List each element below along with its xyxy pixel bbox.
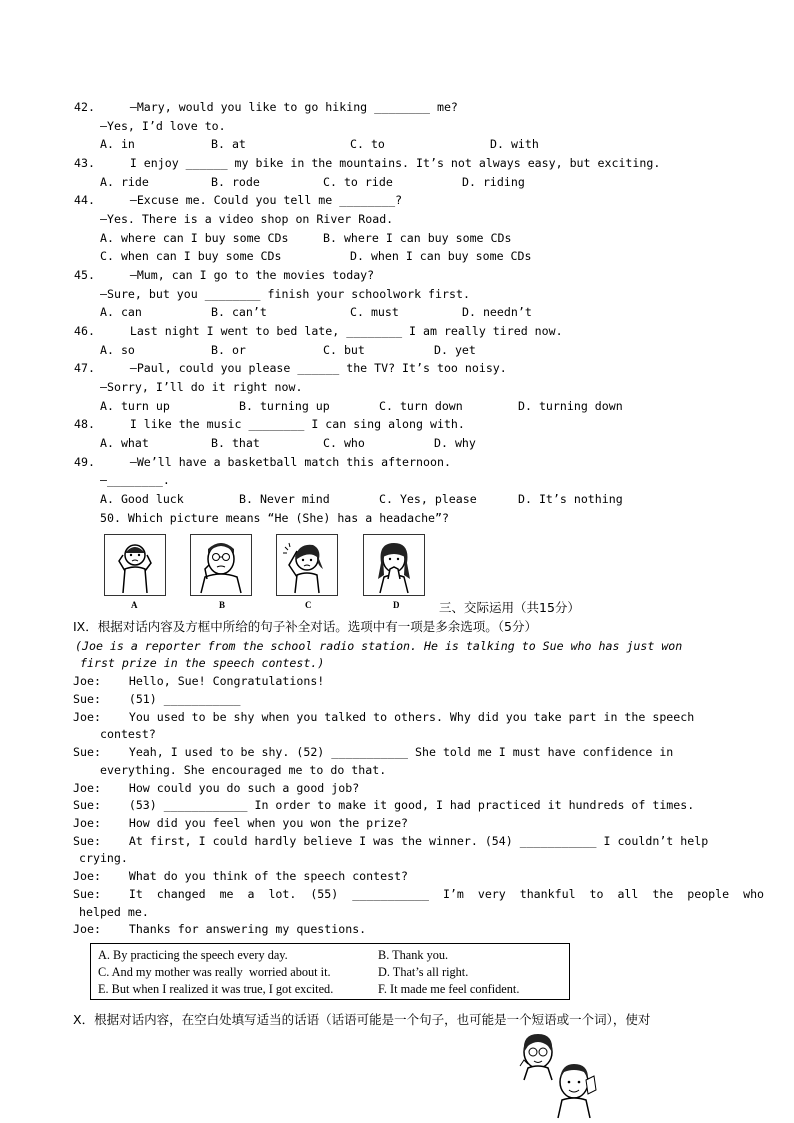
picture-d [363,534,425,596]
dialogue-line: Sue: It changed me a lot. (55) ___________ I’m very thankful to all the people who [73,887,765,901]
girl-holding-head-icon [277,535,337,595]
q43-stem: 43. I enjoy ______ my bike in the mountains. It’s not always easy, but exciting. [74,156,661,170]
q49-option-a: A. Good luck [100,492,184,506]
q42-option-b: B. at [211,137,246,151]
q47-option-b: B. turning up [239,399,330,413]
girl-with-sore-throat-icon [364,535,424,595]
dialogue-line: Joe: How could you do such a good job? [73,781,360,795]
q45-option-d: D. needn’t [462,305,532,319]
q45-option-b: B. can’t [211,305,267,319]
q48-option-c: C. who [323,436,365,450]
dialogue-line: Joe: You used to be shy when you talked to others. Why did you take part in the speech [73,710,695,724]
q46-option-a: A. so [100,343,135,357]
picture-a-label: A [131,600,138,610]
q46-option-c: C. but [323,343,365,357]
part-ten-title: X．根据对话内容，在空白处填写适当的话语（话语可能是一个句子，也可能是一个短语或一个词），使对 [73,1012,651,1027]
woman-with-glasses-icon [520,1034,552,1080]
q47-option-a: A. turn up [100,399,170,413]
dialogue-line: crying. [79,851,128,865]
picture-b-label: B [219,600,226,610]
q49-option-b: B. Never mind [239,492,330,506]
q49-stem: 49. —We’ll have a basketball match this afternoon. [74,455,451,469]
boy-with-toothache-icon [191,535,251,595]
q42-option-d: D. with [490,137,539,151]
picture-c-label: C [305,600,312,610]
q49-option-d: D. It’s nothing [518,492,623,506]
dialogue-line: Sue: (53) ____________ In order to make it good, I had practiced it hundreds of times. [73,798,695,812]
picture-c [276,534,338,596]
part-nine-title: IX．根据对话内容及方框中所给的句子补全对话。选项中有一项是多余选项。（5分） [73,619,537,634]
q42-option-c: C. to [350,137,385,151]
option-a: A. By practicing the speech every day. [98,948,288,962]
q42-reply: —Yes, I’d love to. [100,119,226,133]
q47-reply: —Sorry, I’ll do it right now. [100,380,303,394]
q43-option-b: B. rode [211,175,260,189]
dialogue-line: Joe: How did you feel when you won the prize? [73,816,409,830]
option-f: F. It made me feel confident. [378,982,520,996]
q48-stem: 48. I like the music ________ I can sing along with. [74,417,465,431]
q42-stem: 42. —Mary, would you like to go hiking ________ me? [74,100,458,114]
option-e: E. But when I realized it was true, I got excited. [98,982,334,996]
q44-option-b: B. where I can buy some CDs [323,231,512,245]
q44-stem: 44. —Excuse me. Could you tell me ________? [74,193,403,207]
option-b: B. Thank you. [378,948,449,962]
dialogue-line: contest? [100,727,156,741]
q44-option-d: D. when I can buy some CDs [350,249,532,263]
dialogue-intro-line-2: first prize in the speech contest.) [80,656,325,670]
q43-option-c: C. to ride [323,175,393,189]
dialogue-line: Sue: Yeah, I used to be shy. (52) ___________ She told me I must have confidence in [73,745,674,759]
dialogue-line: Sue: At first, I could hardly believe I was the winner. (54) ___________ I couldn’t help [73,834,709,848]
q47-option-c: C. turn down [379,399,463,413]
child-holding-ear-icon [105,535,165,595]
section-three-heading: 三、交际运用（共15分） [439,600,580,615]
picture-d-label: D [393,600,400,610]
q43-option-d: D. riding [462,175,525,189]
dialogue-line: Sue: (51) ___________ [73,692,241,706]
dialogue-intro-line-1: (Joe is a reporter from the school radio station. He is talking to Sue who has just won [75,639,683,653]
q44-option-c: C. when can I buy some CDs [100,249,282,263]
q49-reply: —________. [100,473,170,487]
picture-a [104,534,166,596]
two-people-talking-illustration [512,1030,602,1120]
q49-option-c: C. Yes, please [379,492,477,506]
q45-option-a: A. can [100,305,142,319]
q44-option-a: A. where can I buy some CDs [100,231,289,245]
q48-option-b: B. that [211,436,260,450]
q45-reply: —Sure, but you ________ finish your schoolwork first. [100,287,470,301]
dialogue-line: Joe: What do you think of the speech contest? [73,869,409,883]
answer-options-box [90,943,570,1000]
option-d: D. That’s all right. [378,965,469,979]
q47-stem: 47. —Paul, could you please ______ the TV? It’s too noisy. [74,361,507,375]
q50-stem: 50. Which picture means “He (She) has a headache”? [100,511,450,525]
q43-option-a: A. ride [100,175,149,189]
q47-option-d: D. turning down [518,399,623,413]
option-c: C. And my mother was really worried about it. [98,965,331,979]
man-on-phone-icon [558,1064,596,1118]
q48-option-a: A. what [100,436,149,450]
dialogue-line: Joe: Hello, Sue! Congratulations! [73,674,325,688]
q45-option-c: C. must [350,305,399,319]
dialogue-line: everything. She encouraged me to do that. [100,763,387,777]
q44-reply: —Yes. There is a video shop on River Road. [100,212,394,226]
dialogue-line: helped me. [79,905,149,919]
q45-stem: 45. —Mum, can I go to the movies today? [74,268,375,282]
q48-option-d: D. why [434,436,476,450]
q46-option-b: B. or [211,343,246,357]
q42-option-a: A. in [100,137,135,151]
q46-stem: 46. Last night I went to bed late, ________ I am really tired now. [74,324,563,338]
q46-option-d: D. yet [434,343,476,357]
picture-b [190,534,252,596]
dialogue-line: Joe: Thanks for answering my questions. [73,922,367,936]
